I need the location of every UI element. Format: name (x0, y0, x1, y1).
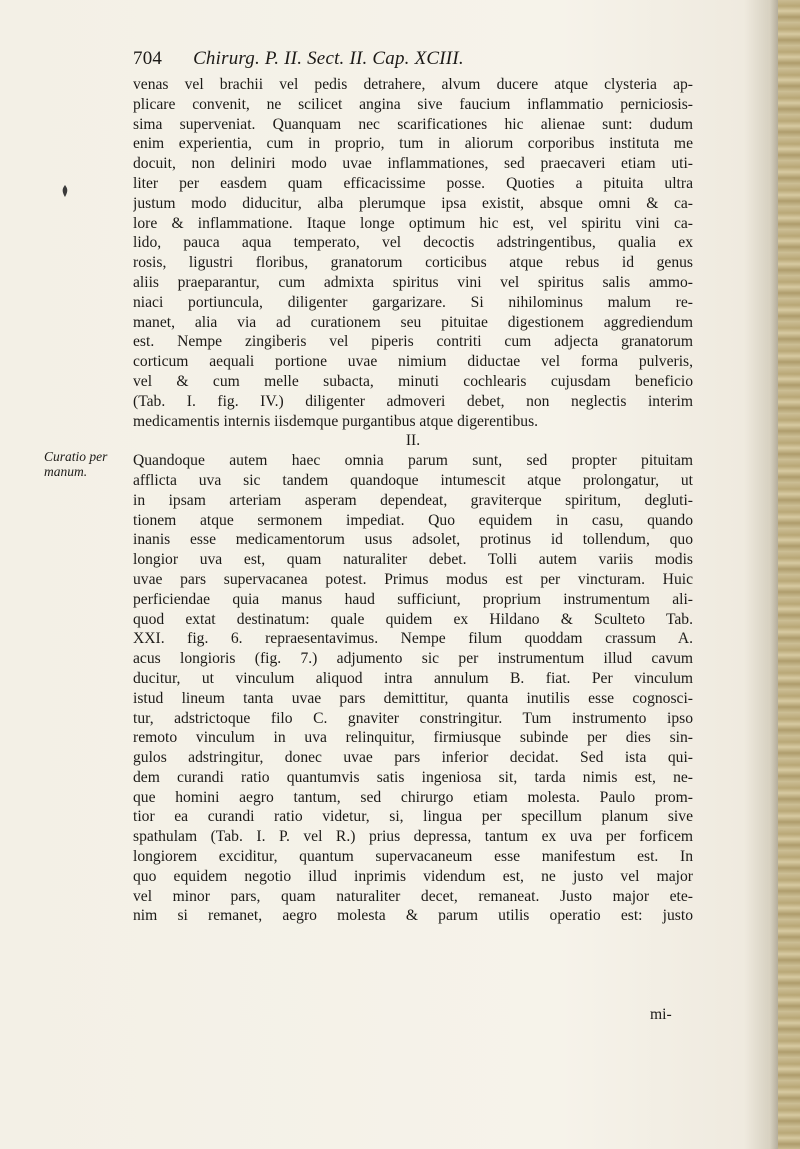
text-line: sima superveniat. Quanquam nec scarificationes hic alienae sunt: dudum (133, 115, 693, 133)
text-line: est. Nempe zingiberis vel piperis contriti cum adjecta granatorum (133, 333, 693, 351)
text-line: liter per easdem quam efficacissime posse. Quoties a pituita ultra (133, 174, 693, 192)
text-line: remoto vinculum in uva relinquitur, firmiusque subinde per dies sin- (133, 729, 693, 747)
text-line: longiorem exciditur, quantum supervacaneum esse manifestum est. In (133, 848, 693, 866)
text-line: gulos adstringitur, donec uvae pars inferior decidat. Sed ista qui- (133, 749, 693, 767)
text-line: longior uva est, quam naturaliter debet. Tolli autem variis modis (133, 551, 693, 569)
text-line: lido, pauca aqua temperato, vel decoctis adstringentibus, qualia ex (133, 234, 693, 252)
marginal-note-line: manum. (44, 464, 88, 479)
marginal-note-line: Curatio per (44, 449, 108, 464)
text-line: tur, adstrictoque filo C. gnaviter constringitur. Tum instrumento ipso (133, 709, 693, 727)
text-line: manet, alia via ad curationem seu pituitae digestionem aggrediendum (133, 313, 693, 331)
text-line: afflicta uva sic tandem quandoque intumescit atque prolongatur, ut (133, 471, 693, 489)
text-line: plicare convenit, ne scilicet angina sive faucium inflammatio perniciosis- (133, 95, 693, 113)
text-line: corticum aequali portione uvae nimium diductae vel forma pulveris, (133, 353, 693, 371)
text-line: inanis esse medicamentorum usus adsolet, protinus id tollendum, quo (133, 531, 693, 549)
text-line: dem curandi ratio quantumvis satis ingeniosa sit, tarda nimis est, ne- (133, 768, 693, 786)
text-line: perficiendae quia manus haud sufficiunt, proprium instrumentum ali- (133, 590, 693, 608)
text-line: quod extat destinatum: quale quidem ex Hildano & Sculteto Tab. (133, 610, 693, 628)
text-line: niaci portiuncula, diligenter gargarizare. Si nihilominus malum re- (133, 293, 693, 311)
text-line: acus longioris (fig. 7.) adjumento sic per instrumentum illud cavum (133, 650, 693, 668)
text-line: spathulam (Tab. I. P. vel R.) prius depressa, tantum ex uva per forficem (133, 828, 693, 846)
text-line: justum modo diducitur, alba plerumque ipsa existit, absque omni & ca- (133, 194, 693, 212)
text-line: tior ea curandi ratio videtur, si, lingua per specillum planum sive (133, 808, 693, 826)
text-line: rosis, ligustri floribus, granatorum corticibus atque rebus id genus (133, 254, 693, 272)
text-line: lore & inflammatione. Itaque longe optimum hic est, vel spiritu vini ca- (133, 214, 693, 232)
page-number: 704 (133, 48, 163, 69)
text-line: que homini aegro tantum, sed chirurgo etiam molesta. Paulo prom- (133, 788, 693, 806)
text-line: aliis praeparantur, cum admixta spiritus vini vel spiritus salis ammo- (133, 273, 693, 291)
text-line: vel minor pars, quam naturaliter decet, remaneat. Justo major ete- (133, 887, 693, 905)
text-line: XXI. fig. 6. repraesentavimus. Nempe filum quoddam crassum A. (133, 630, 693, 648)
running-title: Chirurg. P. II. Sect. II. Cap. XCIII. (193, 48, 464, 69)
text-line: (Tab. I. fig. IV.) diligenter admoveri debet, non neglectis interim (133, 392, 693, 410)
page-gutter-shadow (770, 0, 778, 1149)
text-line: docuit, non deliniri modo uvae inflammationes, sed praecaveri etiam uti- (133, 155, 693, 173)
text-line: enim experientia, cum in proprio, tum in aliorum corporibus instituta me (133, 135, 693, 153)
text-line: II. (405, 432, 421, 450)
running-header (133, 48, 693, 74)
body-text (133, 75, 693, 926)
marginal-note (44, 449, 124, 479)
text-line: vel & cum melle subacta, minuti cochlearis cujusdam beneficio (133, 372, 693, 390)
page-edge-strip (778, 0, 800, 1149)
catchword: mi- (650, 1006, 672, 1023)
text-line: venas vel brachii vel pedis detrahere, alvum ducere atque clysteria ap- (133, 76, 693, 93)
text-line: quo equidem negotio illud inprimis videndum est, ne justo vel major (133, 867, 693, 885)
marginal-mark-icon (58, 184, 72, 198)
text-line: ducitur, ut vinculum aliquod intra annulum B. fiat. Per vinculum (133, 669, 693, 687)
text-line: nim si remanet, aegro molesta & parum utilis operatio est: justo (133, 907, 693, 925)
text-line: Quandoque autem haec omnia parum sunt, sed propter pituitam (133, 452, 693, 470)
text-line: tionem atque sermonem impediat. Quo equidem in casu, quando (133, 511, 693, 529)
text-line: medicamentis internis iisdemque purgantibus atque digerentibus. (133, 412, 539, 430)
text-line: istud lineum tanta uvae pars demittitur, quanta inutilis esse cognosci- (133, 689, 693, 707)
text-line: uvae pars supervacanea potest. Primus modus est per vincturam. Huic (133, 570, 693, 588)
text-line: in ipsam arteriam asperam dependeat, graviterque spiritum, degluti- (133, 491, 693, 509)
